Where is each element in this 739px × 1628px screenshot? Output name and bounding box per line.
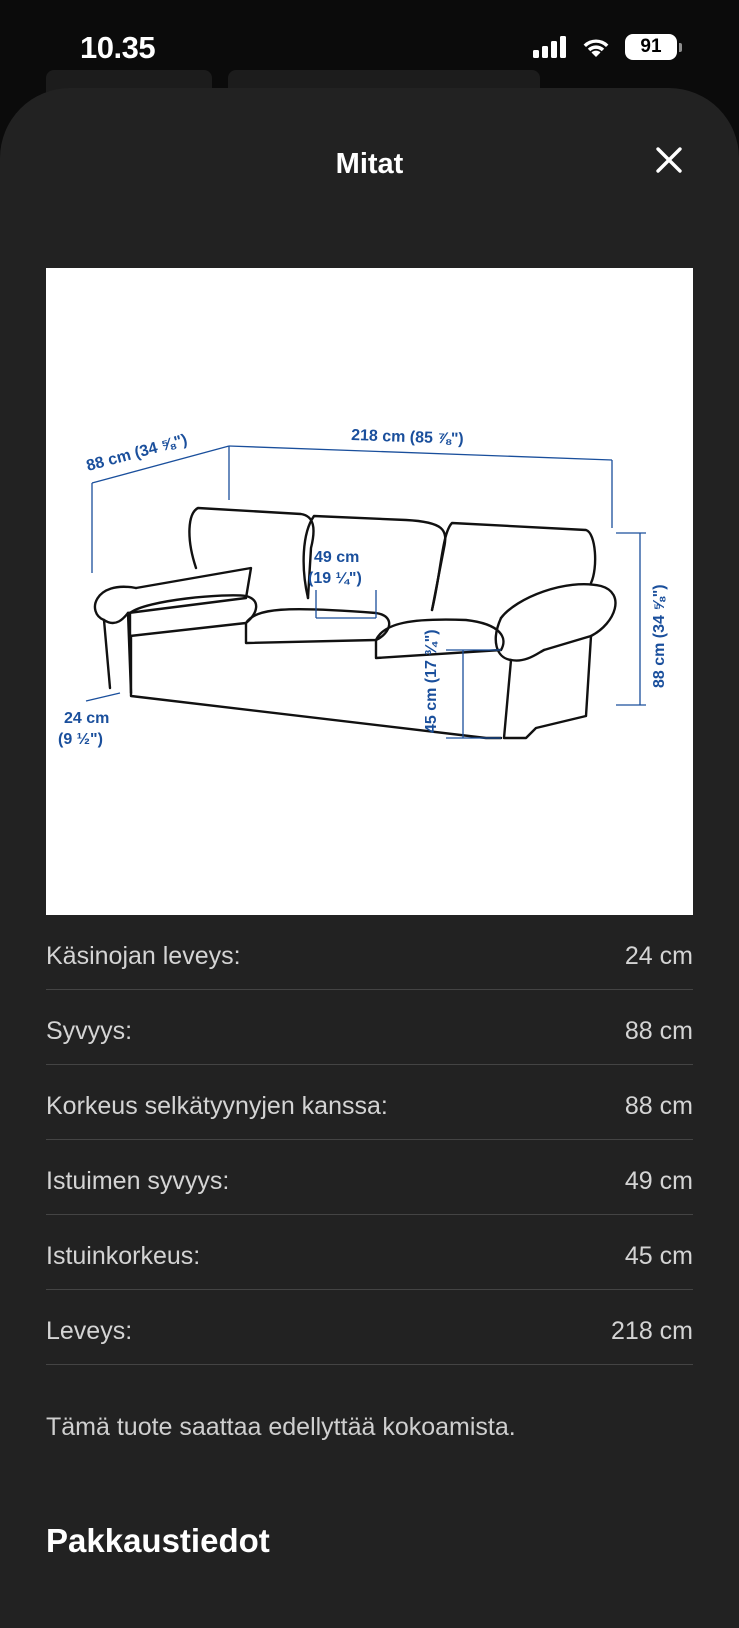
dimension-label: Istuimen syvyys: — [46, 1166, 230, 1195]
dimensions-list — [46, 915, 693, 1365]
seat-depth-label: 49 cm — [314, 549, 360, 566]
width-label: 218 cm (85 ⅞") — [350, 427, 464, 448]
list-item — [46, 1140, 693, 1215]
status-time: 10.35 — [80, 30, 156, 65]
close-icon — [655, 146, 683, 174]
sofa-drawing — [95, 508, 616, 738]
dimension-value: 24 cm — [624, 941, 693, 970]
close-button[interactable] — [649, 140, 689, 180]
dimension-label: Korkeus selkätyynyjen kanssa: — [46, 1091, 388, 1120]
list-item — [46, 1290, 693, 1365]
packaging-section-title: Pakkaustiedot — [46, 1522, 270, 1559]
dimension-value: 49 cm — [624, 1166, 693, 1195]
dimension-value: 218 cm — [611, 1316, 693, 1345]
sofa-diagram — [46, 268, 693, 915]
armrest-label-inch: (9 ½") — [58, 731, 103, 748]
list-item — [46, 990, 693, 1065]
dimension-label: Istuinkorkeus: — [46, 1241, 201, 1270]
dimension-value: 45 cm — [624, 1241, 693, 1270]
list-item — [46, 1215, 693, 1290]
depth-label: 88 cm (34 ⅝") — [84, 431, 190, 475]
dimension-lines — [86, 446, 646, 738]
wifi-icon — [581, 36, 611, 58]
armrest-label: 24 cm — [64, 710, 110, 727]
dimension-value: 88 cm — [624, 1091, 693, 1120]
status-icons — [533, 34, 677, 60]
dimension-label: Syvyys: — [46, 1016, 133, 1045]
dimensions-diagram — [46, 268, 693, 915]
assembly-note: Tämä tuote saattaa edellyttää kokoamista. — [46, 1413, 516, 1441]
dimension-label: Käsinojan leveys: — [46, 941, 241, 970]
battery-indicator: 91 — [625, 34, 677, 60]
dimension-label: Leveys: — [46, 1316, 133, 1345]
sheet-title: Mitat — [335, 148, 404, 180]
seat-height-label: 45 cm (17 ¾") — [423, 629, 440, 733]
dimensions-sheet — [0, 88, 739, 1628]
dimension-value: 88 cm — [624, 1016, 693, 1045]
seat-depth-label-inch: (19 ¼") — [308, 570, 362, 587]
height-label: 88 cm (34 ⅝") — [651, 584, 668, 688]
cellular-signal-icon — [533, 36, 567, 58]
list-item — [46, 915, 693, 990]
list-item — [46, 1065, 693, 1140]
